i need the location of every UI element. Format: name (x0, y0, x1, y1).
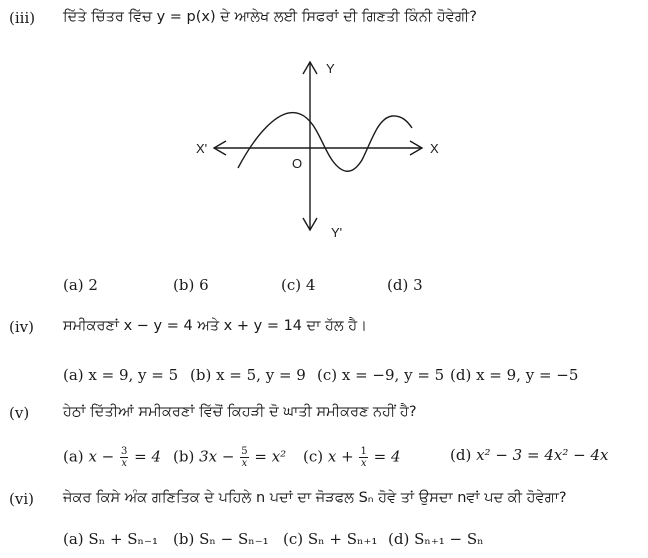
option-vi-b: (b) Sₙ − Sₙ₋₁ (173, 530, 269, 548)
option-v-b (173, 446, 286, 469)
x-axis-label: X (430, 141, 439, 156)
option-v-a-post: = 4 (134, 447, 162, 466)
x-neg-axis-label: X' (196, 141, 208, 156)
option-v-b-numerator: 5 (241, 446, 248, 457)
option-v-a-fraction (120, 446, 128, 469)
option-v-c-numerator: 1 (360, 446, 367, 457)
option-iv-d: (d) x = 9, y = −5 (450, 366, 579, 384)
option-iv-c: (c) x = −9, y = 5 (317, 366, 445, 384)
question-number-vi: (vi) (9, 490, 34, 508)
option-v-c (303, 446, 401, 469)
option-iv-b: (b) x = 5, y = 9 (190, 366, 306, 384)
question-number-iv: (iv) (9, 318, 34, 336)
option-v-d-expr: x² − 3 = 4x² − 4x (476, 446, 609, 464)
question-text-iv: ਸਮੀਕਰਣਾਂ x − y = 4 ਅਤੇ x + y = 14 ਦਾ ਹੱਲ ਹੈ। (63, 318, 367, 334)
option-v-b-post: = x² (254, 447, 287, 466)
option-v-c-label: (c) (303, 447, 324, 466)
option-v-a (63, 446, 161, 469)
option-v-c-post: = 4 (373, 447, 401, 466)
option-v-c-pre: x + (327, 447, 354, 466)
option-iii-a: (a) 2 (63, 276, 98, 294)
option-vi-d: (d) Sₙ₊₁ − Sₙ (388, 530, 484, 548)
option-v-c-fraction (359, 446, 367, 469)
curve-p-of-x (238, 113, 412, 172)
question-text-iii: ਦਿੱਤੇ ਚਿੱਤਰ ਵਿੱਚ y = p(x) ਦੇ ਆਲੇਖ ਲਈ ਸਿਫਰਾਂ ਦੀ ਗਿਣਤੀ ਕਿੰਨੀ ਹੋਵੇਗੀ? (63, 9, 477, 25)
option-v-b-pre: 3x − (199, 447, 235, 466)
question-text-v: ਹੇਠਾਂ ਦਿੱਤੀਆਂ ਸਮੀਕਰਣਾਂ ਵਿੱਚੋਂ ਕਿਹੜੀ ਦੋ ਘਾਤੀ ਸਮੀਕਰਣ ਨਹੀਂ ਹੈ? (63, 404, 417, 420)
y-axis-label: Y (326, 61, 335, 76)
polynomial-graph (0, 0, 648, 270)
question-number-iii: (iii) (9, 9, 36, 27)
option-vi-a: (a) Sₙ + Sₙ₋₁ (63, 530, 158, 548)
question-text-vi: ਜੇਕਰ ਕਿਸੇ ਅੰਕ ਗਣਿਤਿਕ ਦੇ ਪਹਿਲੇ n ਪਦਾਂ ਦਾ ਜੋੜਫਲ Sₙ ਹੋਵੇ ਤਾਂ ਉਸਦਾ nਵਾਂ ਪਦ ਕੀ ਹੋਵੇਗਾ? (63, 490, 567, 506)
option-iii-b: (b) 6 (173, 276, 209, 294)
option-v-c-denominator: x (360, 458, 367, 469)
option-iv-a: (a) x = 9, y = 5 (63, 366, 179, 384)
option-v-d-label: (d) (450, 446, 472, 464)
option-v-b-denominator: x (241, 458, 248, 469)
option-vi-c: (c) Sₙ + Sₙ₊₁ (283, 530, 378, 548)
option-v-a-denominator: x (121, 458, 128, 469)
option-v-a-pre: x − (88, 447, 115, 466)
option-v-d (450, 446, 608, 464)
option-v-b-label: (b) (173, 447, 195, 466)
origin-label: O (292, 156, 303, 171)
question-number-v: (v) (9, 404, 30, 422)
y-neg-axis-label: Y' (331, 225, 343, 240)
option-v-b-fraction (240, 446, 248, 469)
option-v-a-label: (a) (63, 447, 84, 466)
option-iii-d: (d) 3 (387, 276, 423, 294)
option-v-a-numerator: 3 (121, 446, 128, 457)
option-iii-c: (c) 4 (281, 276, 316, 294)
